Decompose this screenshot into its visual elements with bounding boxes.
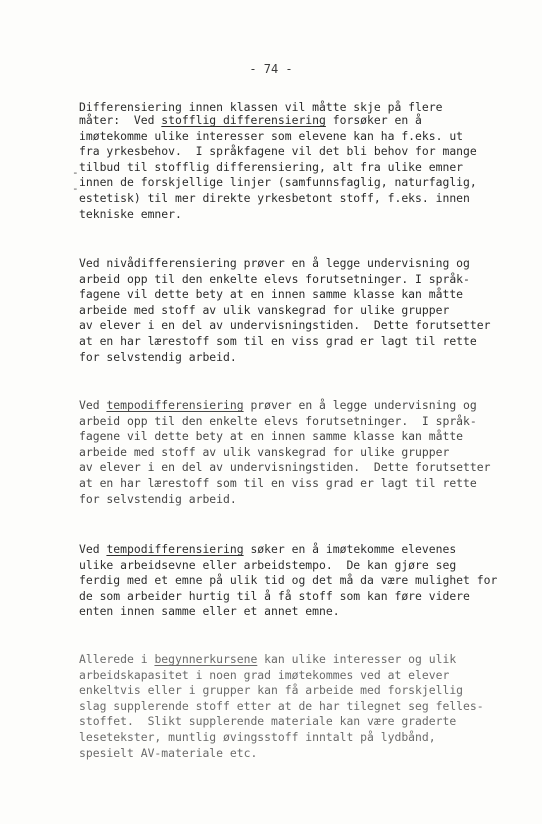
text-segment: Differensiering innen klassen vil måtte skje på flere bbox=[79, 100, 443, 114]
text-segment: enkeltvis eller i grupper kan få arbeide med forskjellig bbox=[79, 683, 464, 698]
text-segment: måter: Ved bbox=[79, 113, 162, 127]
paragraph-level-differentiation bbox=[79, 256, 529, 365]
text-segment: arbeide med stoff av ulik vanskegrad for ulike grupper bbox=[79, 302, 450, 317]
text-line bbox=[79, 303, 529, 319]
text-segment: søker en å imøtekomme elevenes bbox=[243, 542, 457, 556]
text-segment: fagene vil dette bety at en innen samme klasse kan måtte bbox=[79, 429, 464, 444]
paragraph-tempo-differentiation bbox=[79, 542, 529, 620]
text-line bbox=[79, 476, 529, 492]
text-segment: arbeid opp til den enkelte elevs forutsetninger. I språk- bbox=[79, 413, 477, 428]
text-line bbox=[79, 287, 529, 303]
text-line bbox=[79, 144, 529, 160]
text-line bbox=[79, 699, 529, 715]
text-segment: av elever i en del av undervisningstiden. Dette forutsetter bbox=[79, 460, 491, 475]
text-segment: fagene vil dette bety at en innen samme klasse kan måtte bbox=[79, 287, 464, 302]
text-segment: for selvstendig arbeid. bbox=[79, 349, 237, 364]
text-segment: Allerede i bbox=[79, 652, 155, 666]
underlined-term: tempodifferensiering bbox=[106, 542, 244, 556]
text-segment: tilbud til stofflig differensiering, alt fra ulike emner bbox=[79, 159, 464, 174]
text-segment: fra yrkesbehov. I språkfagene vil det bli behov for mange bbox=[79, 144, 477, 159]
text-line bbox=[79, 652, 529, 668]
text-segment: av elever i en del av undervisningstiden. Dette forutsetter bbox=[79, 318, 491, 333]
text-segment: ferdig med et emne på ulik tid og det må da være mulighet for bbox=[79, 573, 498, 588]
text-line bbox=[79, 492, 529, 508]
text-segment: at en har lærestoff som til en viss grad er lagt til rette bbox=[79, 333, 477, 348]
text-segment: Ved bbox=[79, 542, 107, 556]
text-line bbox=[79, 683, 529, 699]
text-line bbox=[79, 460, 529, 476]
text-line bbox=[79, 272, 529, 288]
text-line bbox=[79, 160, 529, 176]
text-line bbox=[79, 445, 529, 461]
text-line bbox=[79, 191, 529, 207]
underlined-term: begynnerkursene bbox=[154, 652, 258, 666]
text-segment: Ved bbox=[79, 398, 107, 412]
text-segment: lesetekster, muntlig øvingsstoff inntalt på lydbånd, bbox=[79, 729, 436, 744]
text-segment: tekniske emner. bbox=[79, 206, 182, 221]
text-line bbox=[79, 256, 529, 272]
text-segment: arbeid opp til den enkelte elevs forutsetninger. I språk- bbox=[79, 271, 470, 286]
text-line bbox=[79, 334, 529, 350]
text-segment: Ved nivådifferensiering prøver en å legge undervisning og bbox=[79, 256, 470, 270]
paragraph-beginner-courses bbox=[79, 652, 529, 761]
text-segment: stoffet. Slikt supplerende materiale kan være graderte bbox=[79, 714, 457, 729]
margin-mark: - bbox=[72, 166, 79, 179]
text-line bbox=[79, 129, 529, 145]
text-segment: estetisk) til mer direkte yrkesbetont stoff, f.eks. innen bbox=[79, 190, 470, 205]
text-segment: imøtekomme ulike interesser som elevene kan ha f.eks. ut bbox=[79, 128, 464, 143]
text-line bbox=[79, 730, 529, 746]
text-line bbox=[79, 604, 529, 620]
text-segment: slag supplerende stoff etter at de har tilegnet seg felles- bbox=[79, 698, 484, 713]
text-segment: at en har lærestoff som til en viss grad er lagt til rette bbox=[79, 475, 477, 490]
paragraph-differentiation-intro bbox=[79, 101, 529, 222]
text-line bbox=[79, 714, 529, 730]
text-line bbox=[79, 207, 529, 223]
text-line bbox=[79, 414, 529, 430]
text-segment: ulike arbeidsevne eller arbeidstempo. De kan gjøre seg bbox=[79, 557, 457, 572]
text-line bbox=[79, 668, 529, 684]
text-line bbox=[79, 318, 529, 334]
text-line bbox=[79, 542, 529, 558]
page-number: - 74 - bbox=[249, 62, 293, 76]
text-segment: innen de forskjellige linjer (samfunnsfaglig, naturfaglig, bbox=[79, 175, 477, 190]
text-segment: for selvstendig arbeid. bbox=[79, 491, 237, 506]
text-line bbox=[79, 429, 529, 445]
text-line bbox=[79, 558, 529, 574]
text-line bbox=[79, 101, 529, 113]
text-segment: arbeidskapasitet i noen grad imøtekommes ved at elever bbox=[79, 667, 450, 682]
text-segment: forsøker en å bbox=[325, 113, 422, 127]
underlined-term: tempodifferensiering bbox=[106, 398, 244, 412]
paragraph-tempo-differentiation-draft bbox=[79, 398, 529, 507]
text-segment: spesielt AV-materiale etc. bbox=[79, 745, 258, 760]
text-line bbox=[79, 573, 529, 589]
text-segment: arbeide med stoff av ulik vanskegrad for ulike grupper bbox=[79, 444, 450, 459]
text-segment: enten innen samme eller et annet emne. bbox=[79, 604, 340, 619]
text-line bbox=[79, 746, 529, 762]
text-line bbox=[79, 589, 529, 605]
underlined-term: stofflig differensiering bbox=[161, 113, 326, 127]
text-line bbox=[79, 175, 529, 191]
text-line bbox=[79, 350, 529, 366]
text-segment: de som arbeider hurtig til å få stoff som kan føre videre bbox=[79, 588, 470, 603]
text-line bbox=[79, 398, 529, 414]
text-line bbox=[79, 113, 529, 129]
margin-mark: - bbox=[72, 182, 79, 195]
text-segment: kan ulike interesser og ulik bbox=[257, 652, 457, 666]
text-segment: prøver en å legge undervisning og bbox=[243, 398, 477, 412]
